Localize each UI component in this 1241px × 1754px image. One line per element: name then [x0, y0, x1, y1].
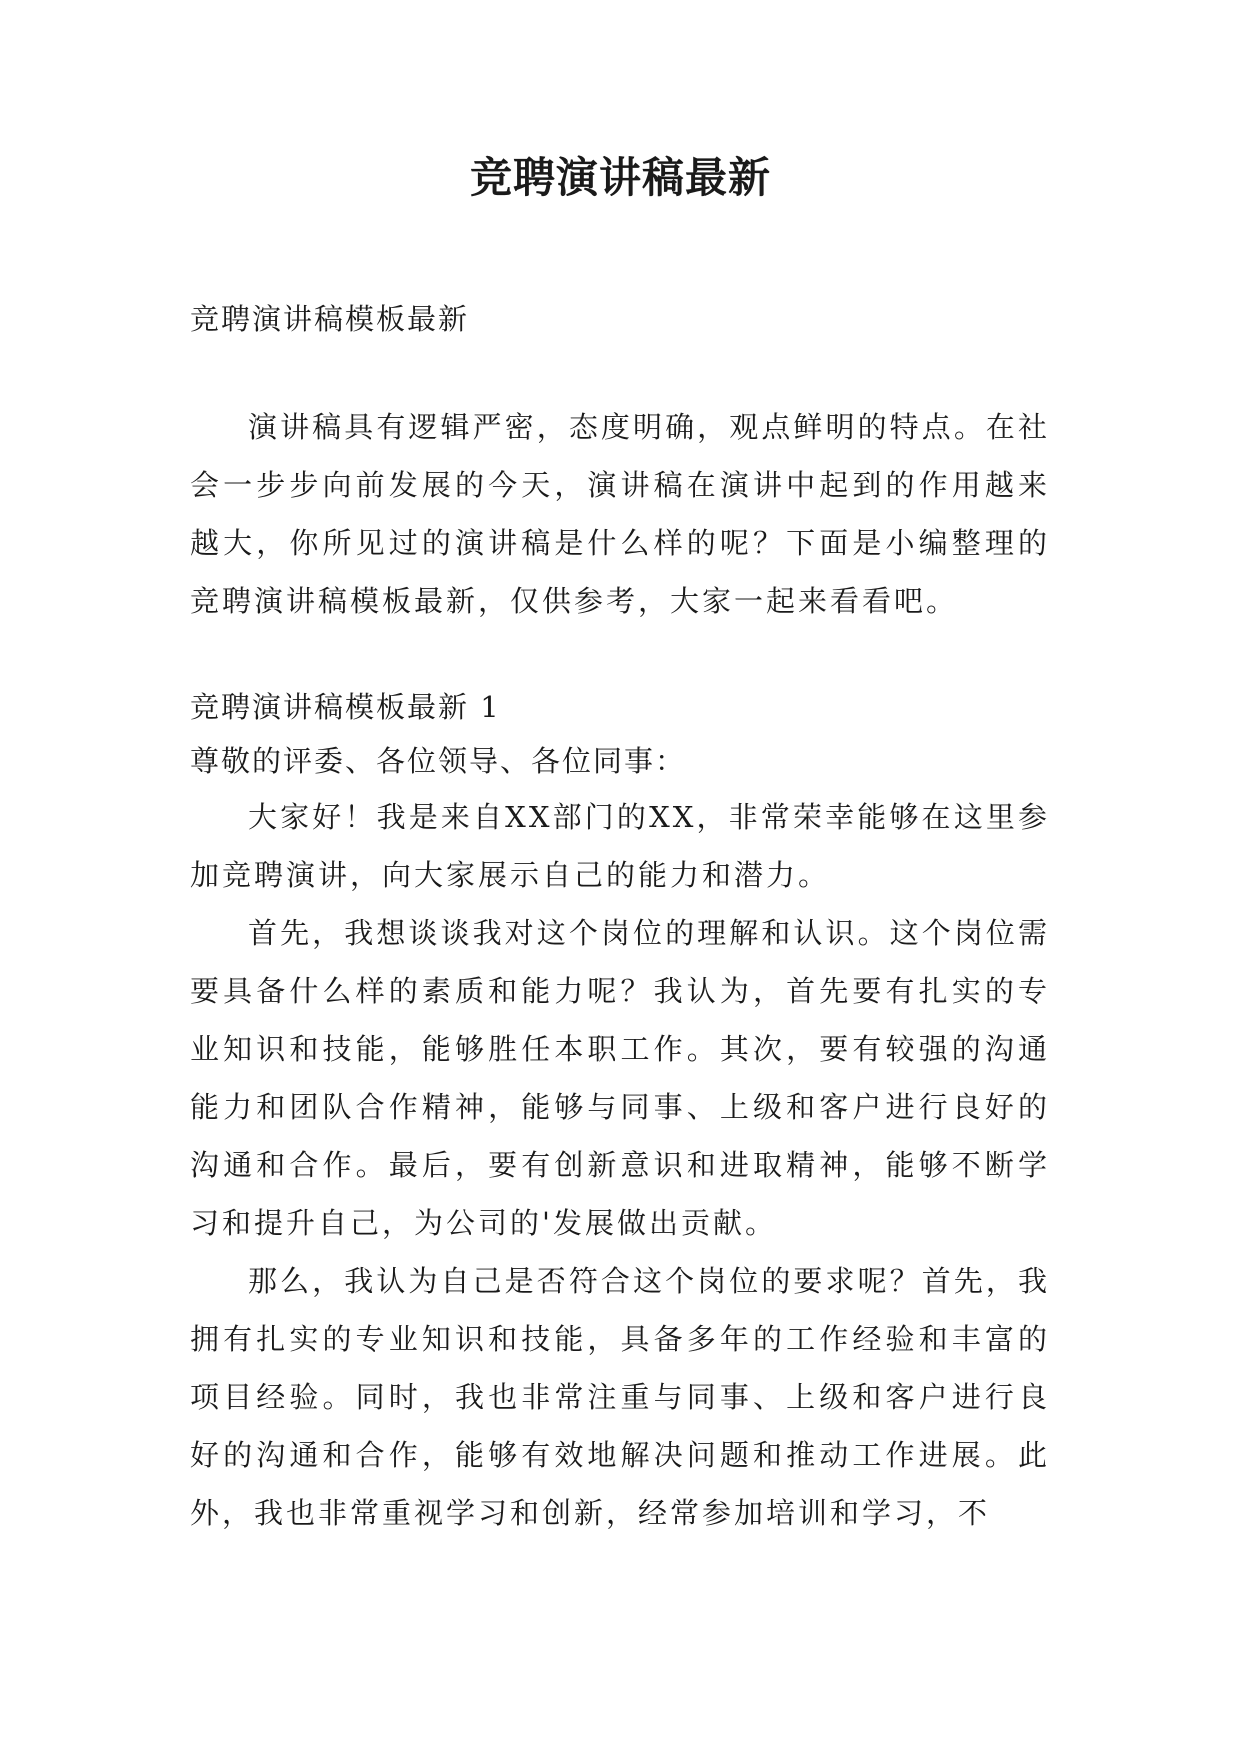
- page-title: 竞聘演讲稿最新: [469, 153, 771, 202]
- document-body: [190, 292, 1050, 1542]
- section-heading: 竞聘演讲稿模板最新 1: [190, 690, 501, 724]
- spacer: [190, 630, 1050, 680]
- spacer: [190, 346, 1050, 398]
- intro-paragraph: 演讲稿具有逻辑严密，态度明确，观点鲜明的特点。在社会一步步向前发展的今天，演讲稿在演讲中起到的作用越来越大，你所见过的演讲稿是什么样的呢？下面是小编整理的竞聘演讲稿模板最新，仅供参考，大家一起来看看吧。: [190, 410, 1050, 618]
- document-subtitle: 竞聘演讲稿模板最新: [190, 302, 470, 336]
- salutation: 尊敬的评委、各位领导、各位同事：: [190, 744, 687, 778]
- body-paragraph: 那么，我认为自己是否符合这个岗位的要求呢？首先，我拥有扎实的专业知识和技能，具备多年的工作经验和丰富的项目经验。同时，我也非常注重与同事、上级和客户进行良好的沟通和合作，能够有效地解决问题和推动工作进展。此外，我也非常重视学习和创新，经常参加培训和学习，不: [190, 1264, 1050, 1530]
- body-paragraph: 大家好！我是来自XX部门的XX，非常荣幸能够在这里参加竞聘演讲，向大家展示自己的能力和潜力。: [190, 800, 1050, 892]
- body-paragraph: 首先，我想谈谈我对这个岗位的理解和认识。这个岗位需要具备什么样的素质和能力呢？我认为，首先要有扎实的专业知识和技能，能够胜任本职工作。其次，要有较强的沟通能力和团队合作精神，能够与同事、上级和客户进行良好的沟通和合作。最后，要有创新意识和进取精神，能够不断学习和提升自己，为公司的'发展做出贡献。: [190, 916, 1050, 1240]
